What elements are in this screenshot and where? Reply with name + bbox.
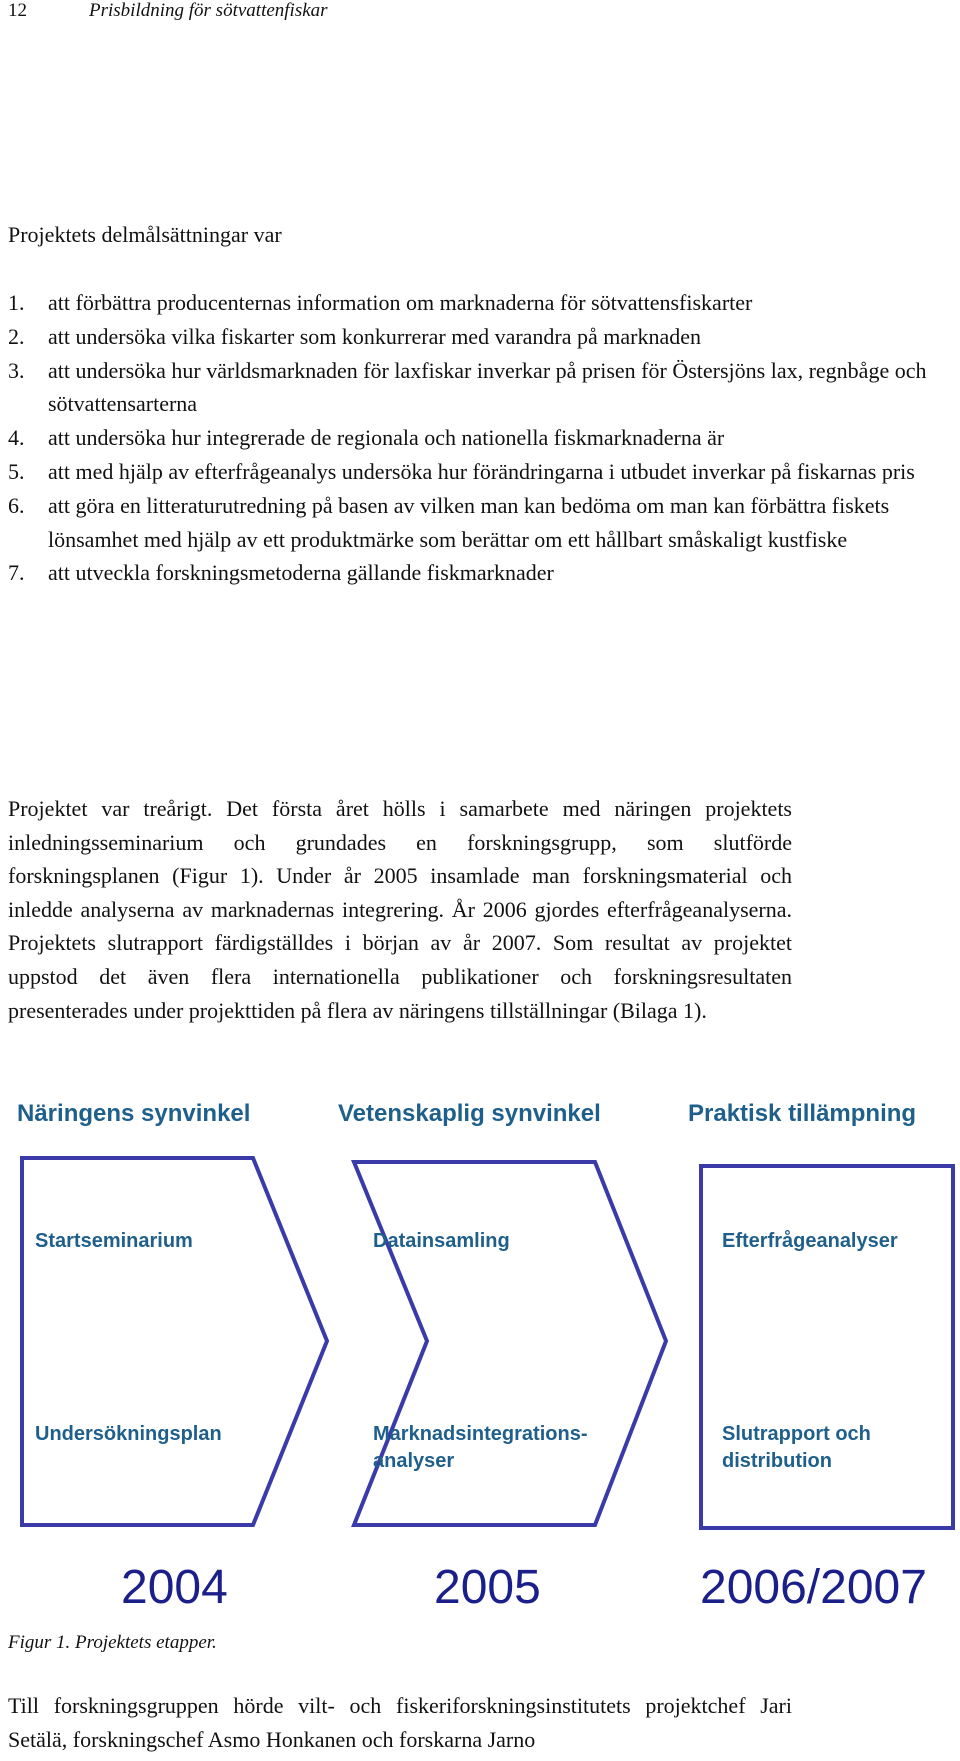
- year-2005: 2005: [434, 1561, 541, 1614]
- goals-intro: Projektets delmålsättningar var: [8, 222, 282, 247]
- column-heading-industry: Näringens synvinkel: [17, 1100, 251, 1127]
- list-item-number: 6.: [8, 492, 25, 518]
- column-heading-practice: Praktisk tillämpning: [688, 1100, 917, 1127]
- stage-chevrons: [0, 1140, 960, 1540]
- year-2006-2007: 2006/2007: [700, 1561, 927, 1614]
- running-title: Prisbildning för sötvattenfiskar: [89, 0, 328, 21]
- list-item: [8, 455, 948, 489]
- list-item: [8, 556, 948, 590]
- list-item-number: 5.: [8, 458, 25, 484]
- closing-paragraph: Till forskningsgruppen hörde vilt- och fiskeriforskningsinstitutets projektchef Jari Setälä, forskningschef Asmo Honkanen och forskarna Jarno: [8, 1693, 792, 1752]
- stage-1-top: Startseminarium: [35, 1230, 193, 1252]
- stage-3-top: Efterfrågeanalyser: [722, 1230, 898, 1252]
- column-heading-science: Vetenskaplig synvinkel: [338, 1100, 601, 1127]
- goals-list: [8, 286, 948, 590]
- list-item: [8, 354, 948, 422]
- figure-caption: Figur 1. Projektets etapper.: [8, 1632, 217, 1653]
- list-item-number: 1.: [8, 290, 25, 315]
- list-item-number: 3.: [8, 357, 25, 383]
- list-item: [8, 320, 948, 354]
- stage-1-bottom: Undersökningsplan: [35, 1423, 222, 1445]
- list-item-text: att förbättra producenternas information om marknaderna för sötvattensfiskarter: [48, 290, 753, 315]
- list-item-text: att undersöka vilka fiskarter som konkurrerar med varandra på marknaden: [48, 323, 702, 349]
- list-item: [8, 421, 948, 455]
- year-2004: 2004: [121, 1561, 228, 1614]
- list-item: [8, 286, 948, 320]
- stage-2-bottom: Marknadsintegrationsanalyser: [373, 1423, 588, 1472]
- list-item-text: att göra en litteraturutredning på basen av vilken man kan bedöma om man kan förbättra fiskets lönsamhet med hjälp av ett produktmärke som berättar om ett hållbart småskaligt kustfiske: [48, 492, 890, 552]
- list-item-number: 4.: [8, 425, 25, 451]
- list-item-number: 7.: [8, 560, 25, 586]
- stage-2-top: Datainsamling: [373, 1230, 510, 1252]
- list-item-text: att undersöka hur världsmarknaden för laxfiskar inverkar på prisen för Östersjöns lax, regnbåge och sötvattensarterna: [48, 357, 927, 417]
- page-number: 12: [8, 0, 27, 21]
- list-item-number: 2.: [8, 323, 25, 349]
- body-paragraph: Projektet var treårigt. Det första året hölls i samarbete med näringen projektets inledningsseminarium och grundades en forskningsgrupp, som slutförde forskningsplanen (Figur 1). Under år 2005 insamlade man forskningsmaterial och inledde analyserna av marknadernas integrering. År 2006 gjordes efterfrågeanalyserna. Projektets slutrapport färdigställdes i början av år 2007. Som resultat av projektet uppstod det även flera internationella publikationer och forskningsresultaten presenterades under projekttiden på flera av näringens tillställningar (Bilaga 1).: [8, 796, 792, 1023]
- stage-3-bottom: Slutrapport och distribution: [722, 1423, 871, 1472]
- list-item: [8, 489, 948, 557]
- list-item-text: att med hjälp av efterfrågeanalys undersöka hur förändringarna i utbudet inverkar på fiskarnas pris: [48, 458, 915, 484]
- chevron-stage-1: [22, 1158, 327, 1525]
- list-item-text: att undersöka hur integrerade de regionala och nationella fiskmarknaderna är: [48, 425, 725, 451]
- list-item-text: att utveckla forskningsmetoderna gällande fiskmarknader: [48, 560, 554, 586]
